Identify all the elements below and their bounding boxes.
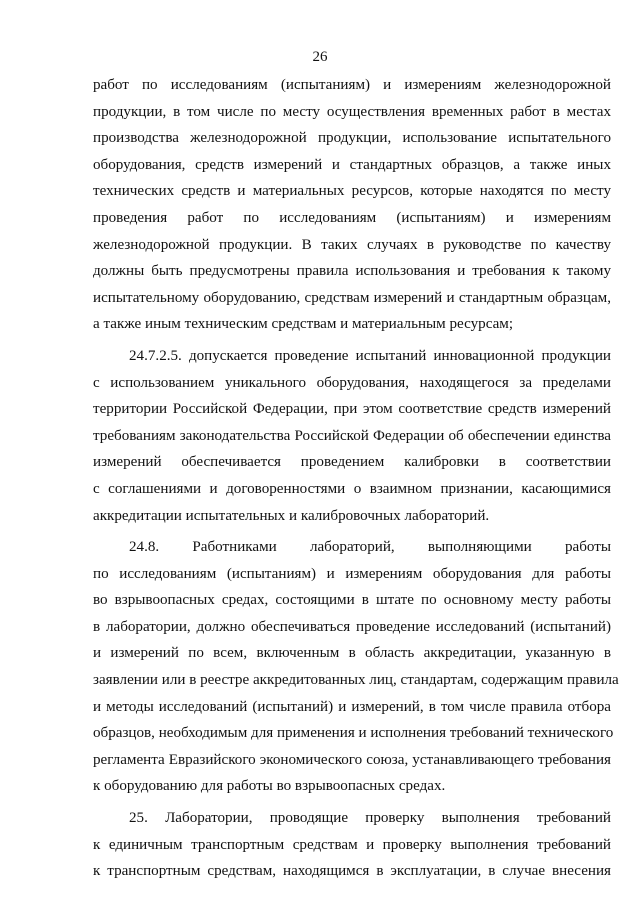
text-line: заявлении или в реестре аккредитованных лиц, стандартам, содержащим правила	[93, 672, 619, 689]
text-line: должны быть предусмотрены правила использования и требования к такому	[93, 263, 611, 280]
page-number: 26	[312, 49, 328, 65]
text-line: регламента Евразийского экономического союза, устанавливающего требования	[93, 751, 611, 768]
paragraph	[93, 343, 611, 529]
text-line: а также иным техническим средствам и материальным ресурсам;	[93, 316, 514, 333]
text-line: с использованием уникального оборудования, находящегося за пределами	[93, 374, 611, 391]
text-line: аккредитации испытательных и калибровочных лабораторий.	[93, 507, 490, 524]
text-line: требованиям законодательства Российской Федерации об обеспечении единства	[93, 427, 611, 444]
text-line: образцов, необходимым для применения и исполнения требований технического	[93, 725, 614, 742]
text-line: по исследованиям (испытаниям) и измерениям оборудования для работы	[93, 565, 611, 582]
text-line: и методы исследований (испытаний) и измерений, в том числе правила отбора	[93, 698, 611, 715]
text-line: продукции, в том числе по месту осуществления временных работ в местах	[93, 103, 611, 120]
text-line: измерений обеспечивается проведением калибровки в соответствии	[93, 454, 611, 471]
document-body	[93, 72, 619, 885]
text-line: 24.7.2.5. допускается проведение испытаний инновационной продукции	[129, 347, 611, 364]
text-line: территории Российской Федерации, при этом соответствие средств измерений	[93, 401, 611, 418]
text-line: проведения работ по исследованиям (испытаниям) и измерениям	[93, 209, 611, 226]
text-line: производства железнодорожной продукции, использование испытательного	[93, 130, 611, 147]
text-line: и измерений по всем, включенным в область аккредитации, указанную в	[93, 645, 611, 662]
text-line: во взрывоопасных средах, состоящими в штате по основному месту работы	[93, 592, 611, 609]
text-line: железнодорожной продукции. В таких случаях в руководстве по качеству	[93, 236, 611, 253]
text-line: испытательному оборудованию, средствам измерений и стандартным образцам,	[93, 289, 611, 306]
paragraph	[93, 805, 611, 885]
text-line: к транспортным средствам, находящимся в эксплуатации, в случае внесения	[93, 863, 611, 880]
text-line: работ по исследованиям (испытаниям) и измерениям железнодорожной	[93, 77, 611, 93]
paragraph	[93, 534, 619, 800]
text-line: к оборудованию для работы во взрывоопасных средах.	[93, 778, 446, 795]
text-line: 25. Лаборатории, проводящие проверку выполнения требований	[129, 810, 611, 827]
text-line: технических средств и материальных ресурсов, которые находятся по месту	[93, 183, 611, 200]
text-line: оборудования, средств измерений и стандартных образцов, а также иных	[93, 156, 611, 173]
text-line: в лаборатории, должно обеспечиваться проведение исследований (испытаний)	[93, 618, 611, 635]
text-line: с соглашениями и договоренностями о взаимном признании, касающимися	[93, 480, 611, 497]
paragraph	[93, 72, 611, 338]
text-line: 24.8. Работниками лабораторий, выполняющими работы	[129, 539, 611, 556]
text-line: к единичным транспортным средствам и проверку выполнения требований	[93, 836, 611, 853]
